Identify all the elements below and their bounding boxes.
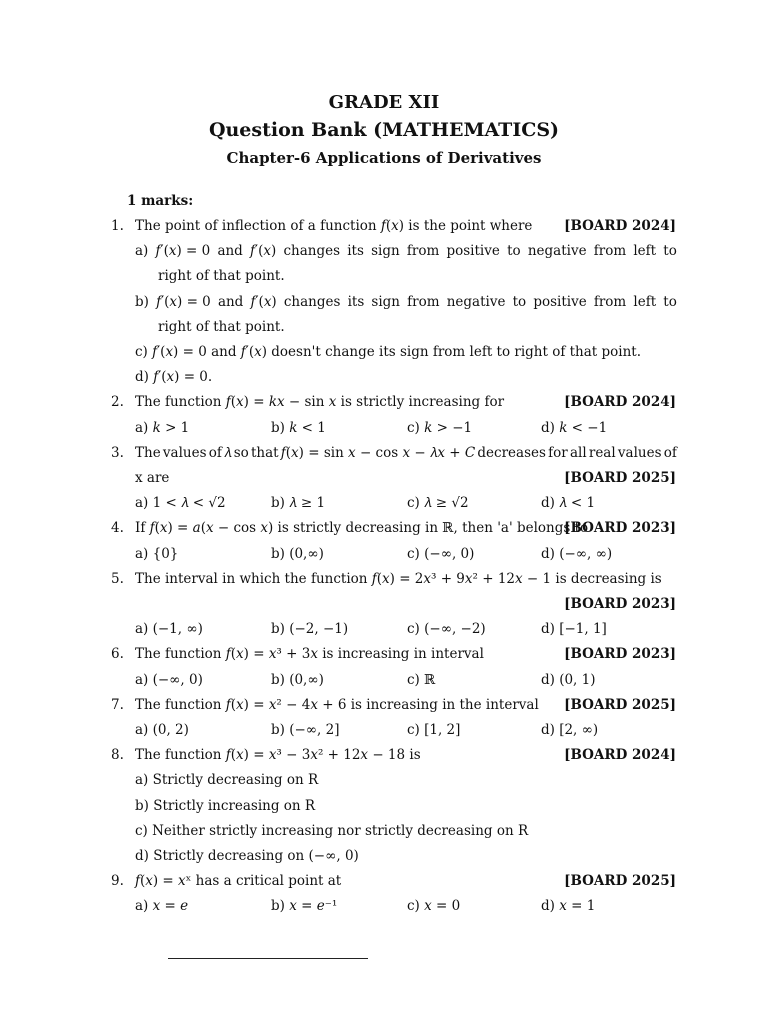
- word: left: [633, 294, 657, 310]
- word: changes: [283, 294, 341, 310]
- word: its: [347, 243, 364, 259]
- option: d) 𝜆 < 1: [541, 495, 596, 511]
- question-text: The function 𝑓(𝑥) = 𝑥³ + 3𝑥 is increasing in interval: [135, 646, 484, 662]
- option: a) 𝑥 = 𝑒: [135, 898, 189, 914]
- board-year-tag: [BOARD 2025]: [564, 470, 676, 486]
- text-line: [0, 794, 768, 819]
- word: negative: [446, 294, 506, 310]
- question-text: 𝑓(𝑥) = 𝑥ˣ has a critical point at: [135, 873, 342, 889]
- board-year-tag: [BOARD 2023]: [564, 596, 676, 612]
- option: b) (−∞, 2]: [271, 722, 340, 738]
- option: b) 𝜆 ≥ 1: [271, 495, 326, 511]
- option: a) (0, 2): [135, 722, 189, 738]
- word: positive: [533, 294, 587, 310]
- justified-text: [135, 290, 677, 315]
- board-year-tag: [BOARD 2025]: [564, 873, 676, 889]
- option: b) (−2, −1): [271, 621, 349, 637]
- option: b) (0,∞): [271, 546, 324, 562]
- text-line: [0, 516, 768, 541]
- word: from: [593, 243, 627, 259]
- text-line: [0, 416, 768, 441]
- word: to: [512, 294, 527, 310]
- board-year-tag: [BOARD 2023]: [564, 520, 676, 536]
- word: 𝑓′(𝑥) = 0: [155, 243, 211, 259]
- word: and: [217, 294, 244, 310]
- question-number: 1.: [111, 218, 124, 234]
- word: of: [663, 445, 677, 461]
- text-line: [0, 819, 768, 844]
- option: c) Neither strictly increasing nor strictly decreasing on R: [135, 823, 529, 839]
- option: c) 𝑘 > −1: [407, 420, 473, 436]
- text-line: [0, 743, 768, 768]
- option: c) 𝜆 ≥ √2: [407, 495, 469, 511]
- option: c) [1, 2]: [407, 722, 461, 738]
- word: for: [548, 445, 568, 461]
- justified-text: [135, 441, 677, 466]
- word: decreases: [477, 445, 546, 461]
- word: that: [250, 445, 279, 461]
- option: b) 𝑥 = 𝑒⁻¹: [271, 898, 338, 914]
- word: and: [217, 243, 243, 259]
- option: c) 𝑓′(𝑥) = 0 and 𝑓′(𝑥) doesn't change its sign from left to right of that point.: [135, 344, 641, 360]
- word: positive: [446, 243, 500, 259]
- text-line: [0, 264, 768, 289]
- option: d) 𝑓′(𝑥) = 0.: [135, 369, 213, 385]
- text-line: [0, 340, 768, 365]
- option: d) [2, ∞): [541, 722, 599, 738]
- text-line: [0, 617, 768, 642]
- word: 𝜆: [224, 445, 232, 461]
- page-title: Question Bank (MATHEMATICS): [208, 119, 560, 141]
- option: c) (−∞, −2): [407, 621, 486, 637]
- word: values: [617, 445, 662, 461]
- word: a): [135, 243, 149, 259]
- word: 𝑓(𝑥) = sin 𝑥 − cos 𝑥 − 𝜆𝑥 + 𝐶: [280, 445, 476, 461]
- text-line: [0, 239, 768, 264]
- word: values: [162, 445, 207, 461]
- option: d) [−1, 1]: [541, 621, 607, 637]
- option: a) Strictly decreasing on R: [135, 772, 319, 788]
- word: from: [406, 243, 440, 259]
- option: d) (0, 1): [541, 672, 596, 688]
- word: its: [347, 294, 365, 310]
- option-continuation: right of that point.: [158, 319, 285, 335]
- chapter-heading: Chapter-6 Applications of Derivatives: [226, 149, 542, 167]
- question-text: The interval in which the function 𝑓(𝑥) = 2𝑥³ + 9𝑥² + 12𝑥 − 1 is decreasing is: [135, 571, 662, 587]
- word: real: [588, 445, 616, 461]
- word: 𝑓′(𝑥): [250, 294, 277, 310]
- word: sign: [371, 243, 400, 259]
- word: from: [407, 294, 440, 310]
- question-text: The function 𝑓(𝑥) = 𝑥² − 4𝑥 + 6 is increasing in the interval: [135, 697, 539, 713]
- word: to: [663, 294, 677, 310]
- board-year-tag: [BOARD 2025]: [564, 697, 676, 713]
- board-year-tag: [BOARD 2024]: [564, 747, 676, 763]
- text-line: [0, 718, 768, 743]
- word: b): [135, 294, 149, 310]
- question-number: 2.: [111, 394, 124, 410]
- question-number: 9.: [111, 873, 124, 889]
- text-line: [0, 466, 768, 491]
- word: 𝑓′(𝑥): [250, 243, 277, 259]
- section-label: 1 marks:: [127, 193, 194, 209]
- word: sign: [371, 294, 400, 310]
- text-line: [0, 844, 768, 869]
- text-line: [0, 390, 768, 415]
- option: d) 𝑘 < −1: [541, 420, 608, 436]
- word: left: [633, 243, 657, 259]
- text-line: [0, 315, 768, 340]
- option: b) Strictly increasing on R: [135, 798, 316, 814]
- option: c) 𝑥 = 0: [407, 898, 461, 914]
- word: so: [233, 445, 249, 461]
- text-line: [0, 869, 768, 894]
- text-line: [0, 668, 768, 693]
- question-number: 6.: [111, 646, 124, 662]
- board-year-tag: [BOARD 2024]: [564, 218, 676, 234]
- question-number: 3.: [111, 445, 124, 461]
- board-year-tag: [BOARD 2024]: [564, 394, 676, 410]
- text-line: [0, 894, 768, 919]
- option: a) (−1, ∞): [135, 621, 203, 637]
- question-text: The function 𝑓(𝑥) = 𝑘𝑥 − sin 𝑥 is strictly increasing for: [135, 394, 505, 410]
- option: c) ℝ: [407, 672, 436, 688]
- word: to: [663, 243, 677, 259]
- grade-heading: GRADE XII: [328, 92, 440, 113]
- text-line: [0, 542, 768, 567]
- text-line: [0, 693, 768, 718]
- question-number: 8.: [111, 747, 124, 763]
- option: d) 𝑥 = 1: [541, 898, 596, 914]
- board-year-tag: [BOARD 2023]: [564, 646, 676, 662]
- word: changes: [283, 243, 341, 259]
- question-text: The function 𝑓(𝑥) = 𝑥³ − 3𝑥² + 12𝑥 − 18 is: [135, 747, 421, 763]
- question-text: x are: [135, 470, 170, 486]
- text-line: [0, 365, 768, 390]
- text-line: [0, 290, 768, 315]
- option: a) (−∞, 0): [135, 672, 203, 688]
- word: negative: [527, 243, 587, 259]
- option: d) Strictly decreasing on (−∞, 0): [135, 848, 359, 864]
- text-line: [0, 491, 768, 516]
- text-line: [0, 441, 768, 466]
- option: b) 𝑘 < 1: [271, 420, 326, 436]
- option: b) (0,∞): [271, 672, 324, 688]
- option: d) (−∞, ∞): [541, 546, 613, 562]
- option-continuation: right of that point.: [158, 268, 285, 284]
- question-number: 7.: [111, 697, 124, 713]
- word: 𝑓′(𝑥) = 0: [156, 294, 211, 310]
- word: The: [135, 445, 161, 461]
- question-text: If 𝑓(𝑥) = 𝑎(𝑥 − cos 𝑥) is strictly decreasing in ℝ, then 'a' belongs to: [135, 520, 589, 536]
- word: from: [593, 294, 627, 310]
- question-number: 5.: [111, 571, 124, 587]
- justified-text: [135, 239, 677, 264]
- footer-divider: [168, 958, 368, 959]
- text-line: [0, 214, 768, 239]
- text-line: [0, 768, 768, 793]
- word: to: [507, 243, 521, 259]
- text-line: [0, 642, 768, 667]
- text-line: [0, 567, 768, 592]
- word: of: [208, 445, 222, 461]
- text-line: [0, 592, 768, 617]
- question-text: The point of inflection of a function 𝑓(𝑥) is the point where: [135, 218, 533, 234]
- option: a) 𝑘 > 1: [135, 420, 190, 436]
- question-number: 4.: [111, 520, 124, 536]
- option: a) {0}: [135, 546, 179, 562]
- option: a) 1 < 𝜆 < √2: [135, 495, 226, 511]
- word: all: [569, 445, 587, 461]
- option: c) (−∞, 0): [407, 546, 475, 562]
